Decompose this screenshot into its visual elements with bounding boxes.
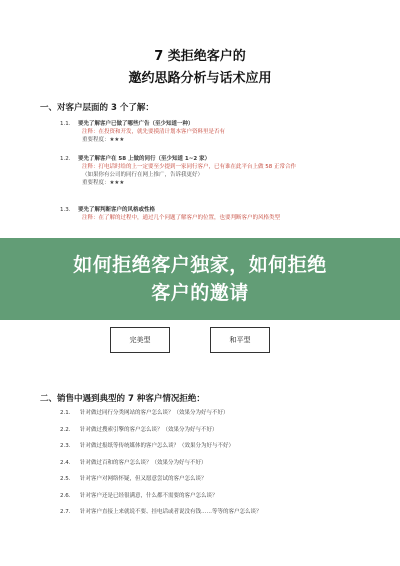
type-box-perfect: 完美型 [110,327,170,353]
item-number: 2.7. [60,509,71,515]
list-item [60,459,380,476]
item-text: 针对客户直接上来就说不要、挂电话或者说没有钱……等等的客户怎么谈？ [80,509,262,515]
item-note: 注释：在了解的过程中，通过几个问题了解客户的位置，也要判断客户的风格类型 [82,215,281,221]
item-number: 2.6. [60,492,71,499]
item-number: 1.1. [60,121,71,127]
document-title [0,46,400,90]
title-line-2: 邀约思路分析与话术应用 [128,71,272,86]
item-text: 针对客户对网络怀疑，但又愿意尝试的客户怎么谈？ [80,476,207,482]
section-2-heading: 二、销售中遇到典型的 7 种客户情况拒绝： [40,394,205,404]
item-title: 要先了解客户已做了哪些广告（至少知道一种） [78,121,194,127]
item-text: 针对做过报纸等传统媒体的客户怎么谈？（效果分为好与不好） [80,443,235,449]
list-item [60,426,380,443]
list-item [60,475,380,492]
item-number: 2.3. [60,443,71,449]
item-rating: 重要程度：★★★ [82,137,125,143]
item-number: 2.2. [60,426,71,433]
item-rating: 重要程度：★★★ [82,180,125,186]
item-text: 针对做过百和的客户怎么谈？（效果分为好与不好） [80,459,207,466]
item-title: 要先了解客户在 58 上做的同行（至少知道 1~2 家） [78,156,211,162]
item-number: 1.3. [60,207,71,213]
item-text: 针对客户还是已经很满意，什么都不需要的客户怎么谈？ [80,492,218,499]
item-number: 2.4. [60,459,71,466]
item-number: 1.2. [60,156,71,162]
section-1-heading: 一、对客户层面的 3 个了解： [40,103,154,113]
title-line-1: 7 类拒绝客户的 [154,49,246,64]
banner-line-2: 客户的邀请 [151,282,249,304]
item-number: 2.5. [60,476,71,482]
item-1-3 [60,206,380,222]
overlay-banner [0,238,400,320]
section-2-list [60,409,380,525]
list-item [60,508,380,525]
item-note-cont: （如果你有公司的同行在网上推广，告诉我更好） [82,172,204,178]
list-item [60,409,380,426]
type-box-peaceful: 和平型 [210,327,270,353]
item-title: 要先了解判断客户的风格或性格 [78,207,156,213]
item-1-2 [60,155,380,187]
item-text: 针对做过同行分类网站的客户怎么谈？（效果分为好与不好） [80,410,229,416]
item-text: 针对做过搜索引擎的客户怎么谈？（效果分为好与不好） [80,426,218,433]
item-note: 注释：在投资和开发，就先要摸清计划本客户资料里是否有 [82,129,226,135]
item-note: 注释：打电话时给的上一定要至少提到一家同行客户，已有谁在此平台上做 58 正常合作 [82,164,296,170]
banner-line-1: 如何拒绝客户独家，如何拒绝 [73,254,327,276]
item-number: 2.1. [60,410,71,416]
list-item [60,442,380,459]
list-item [60,492,380,509]
item-1-1 [60,120,380,144]
